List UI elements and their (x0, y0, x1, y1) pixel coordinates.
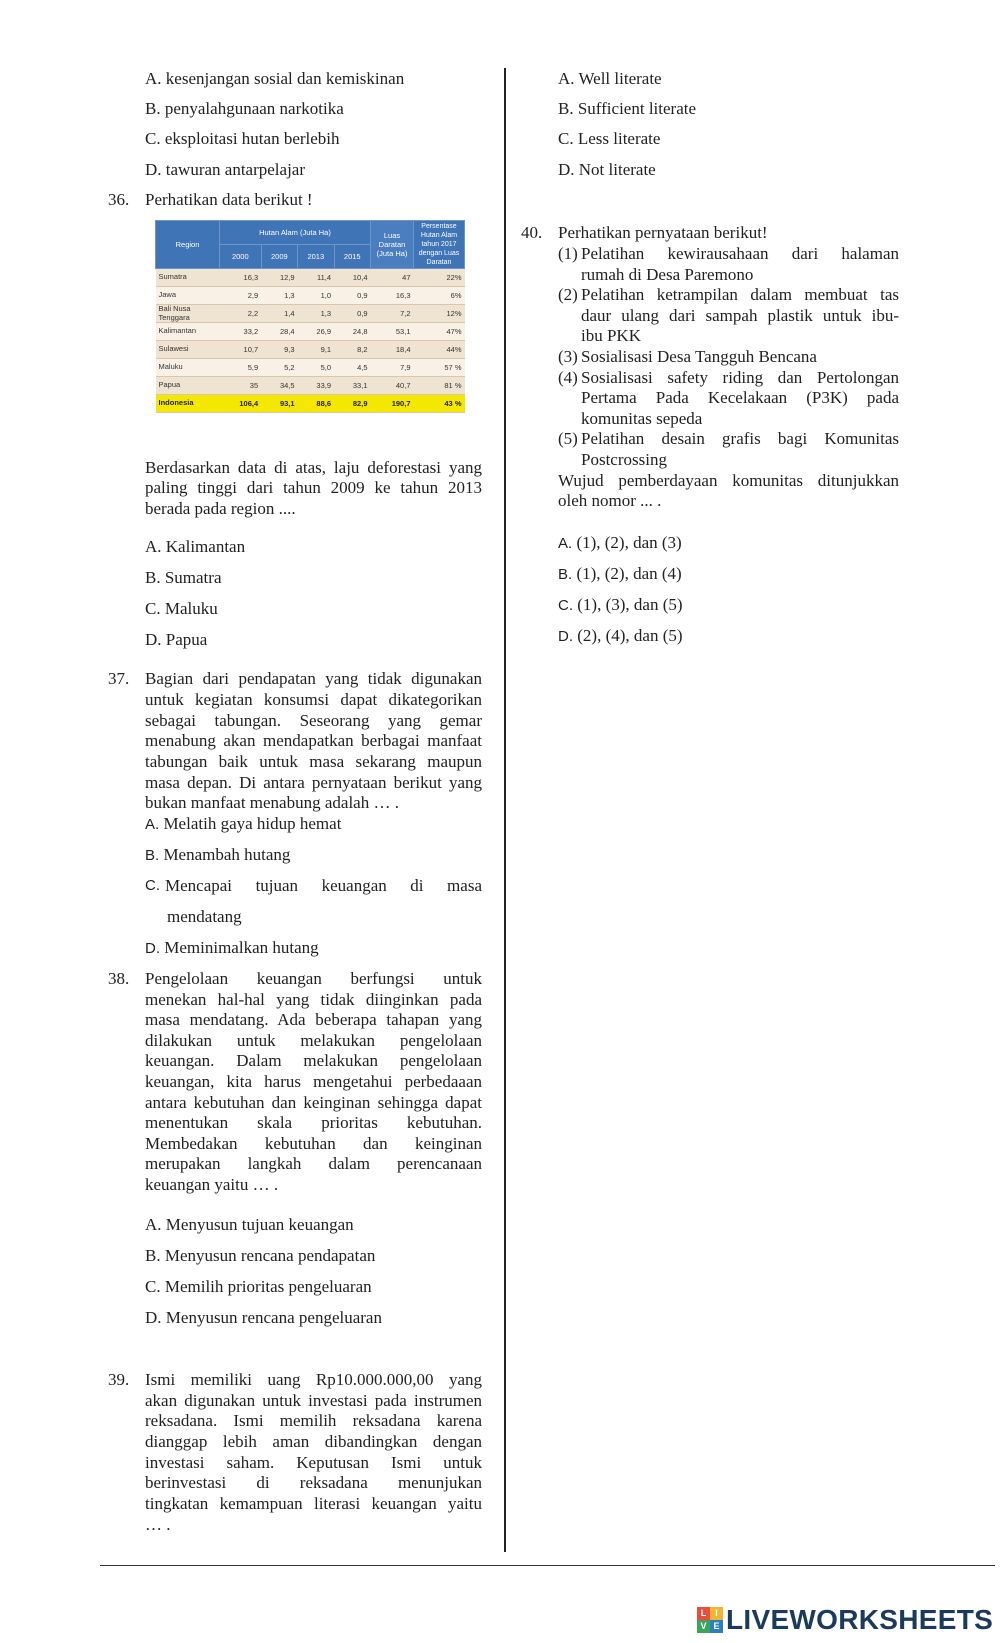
cell-persen: 22% (414, 269, 465, 287)
cell-luas: 16,3 (371, 287, 414, 305)
option-letter: A. (145, 816, 160, 833)
q39-text-line: … . (145, 1515, 171, 1534)
cell-2000: 10,7 (220, 341, 262, 359)
cell-2015: 24,8 (334, 323, 370, 341)
q40-option-c[interactable] (558, 595, 683, 616)
q39-number: 39. (108, 1370, 130, 1389)
option-letter: B. (145, 847, 160, 864)
q38-text-line: antara kebutuhan dan keinginan sehingga dapat (145, 1093, 482, 1112)
deforestation-table (155, 220, 465, 455)
q40-statement-line: rumah di Desa Paremono (581, 265, 754, 284)
header-year-2013: 2013 (298, 245, 334, 269)
cell-region: Sulawesi (156, 341, 220, 359)
q40-number: 40. (521, 223, 543, 242)
cell-luas: 190,7 (371, 395, 414, 413)
logo-mark-cell: E (710, 1620, 723, 1633)
cell-region: Papua (156, 377, 220, 395)
table-row (156, 287, 465, 305)
q40-statement-line: ibu PKK (581, 326, 641, 345)
q38-option-b[interactable]: B. Menyusun rencana pendapatan (145, 1246, 376, 1265)
q35-option-a[interactable]: A. kesenjangan sosial dan kemiskinan (145, 69, 405, 88)
table-row (156, 359, 465, 377)
option-letter: B. (558, 566, 573, 583)
table-row (156, 323, 465, 341)
cell-2009: 1,4 (261, 305, 297, 323)
q38-number: 38. (108, 969, 130, 988)
cell-2000: 16,3 (220, 269, 262, 287)
logo-mark-cell: L (697, 1607, 710, 1620)
q39-option-d[interactable]: D. Not literate (558, 160, 656, 179)
q39-text-line: dianggap lebih aman dibandingkan dengan (145, 1432, 482, 1451)
cell-2013: 1,3 (298, 305, 334, 323)
q40-statement-line: Postcrossing (581, 450, 667, 469)
cell-2015: 4,5 (334, 359, 370, 377)
cell-2000: 5,9 (220, 359, 262, 377)
cell-2013: 11,4 (298, 269, 334, 287)
q37-text-line: untuk kegiatan konsumsi dapat dikategorikan (145, 690, 482, 709)
q40-statement-num: (4) (558, 368, 578, 387)
cell-2013: 5,0 (298, 359, 334, 377)
cell-luas: 18,4 (371, 341, 414, 359)
cell-luas: 7,2 (371, 305, 414, 323)
q38-text-line: keuangan. Dalam melakukan pengelolaan (145, 1051, 482, 1070)
cell-2000: 35 (220, 377, 262, 395)
q37-number: 37. (108, 669, 130, 688)
header-hutan: Hutan Alam (Juta Ha) (220, 221, 371, 245)
q39-text-line: tingkatan kemampuan literasi keuangan yaitu (145, 1494, 482, 1513)
header-persen: Persentase Hutan Alam tahun 2017 dengan Luas Daratan (414, 221, 465, 269)
cell-2009: 93,1 (261, 395, 297, 413)
cell-2009: 34,5 (261, 377, 297, 395)
cell-2013: 1,0 (298, 287, 334, 305)
q37-option-c[interactable] (145, 876, 482, 896)
cell-2015: 8,2 (334, 341, 370, 359)
table-row (156, 305, 465, 323)
q36-number: 36. (108, 190, 130, 209)
q38-text-line: merupakan langkah dalam perencanaan (145, 1154, 482, 1173)
cell-region: Indonesia (156, 395, 220, 413)
cell-region: Bali Nusa Tenggara (156, 305, 220, 323)
cell-persen: 12% (414, 305, 465, 323)
cell-2009: 12,9 (261, 269, 297, 287)
q38-text-line: keuangan yaitu … . (145, 1175, 279, 1194)
cell-2013: 33,9 (298, 377, 334, 395)
q40-statement-num: (5) (558, 429, 578, 448)
option-letter: D. (558, 628, 573, 645)
q40-statement-line: Sosialisasi safety riding dan Pertolongan (581, 368, 899, 387)
q40-statement-line: daur ulang dari sampah plastik untuk ibu- (581, 306, 899, 325)
cell-region: Jawa (156, 287, 220, 305)
q38-text-line: menentukan skala prioritas kebutuhan. (145, 1113, 482, 1132)
q37-text-line: Bagian dari pendapatan yang tidak digunakan (145, 669, 482, 688)
option-text: Meminimalkan hutang (164, 938, 319, 957)
option-letter: A. (558, 535, 573, 552)
cell-2013: 88,6 (298, 395, 334, 413)
logo-mark-cell: V (697, 1620, 710, 1633)
q38-text-line: keuangan, kita harus mengetahui perbedaaan (145, 1072, 482, 1091)
option-text: (1), (2), dan (3) (576, 533, 682, 552)
q40-statement-line: komunitas sepeda (581, 409, 703, 428)
q40-statement-num: (3) (558, 347, 578, 366)
cell-persen: 81 % (414, 377, 465, 395)
q37-text-line: menabung akan mendapatkan berbagai manfaat (145, 731, 482, 750)
q40-statement-line: Pelatihan ketrampilan dalam membuat tas (581, 285, 899, 304)
q40-statement-line: Pelatihan kewirausahaan dari halaman (581, 244, 899, 263)
q40-question-line: oleh nomor ... . (558, 491, 662, 510)
cell-persen: 6% (414, 287, 465, 305)
logo-text: LIVEWORKSHEETS (726, 1604, 994, 1635)
cell-2015: 82,9 (334, 395, 370, 413)
q38-option-d[interactable]: D. Menyusun rencana pengeluaran (145, 1308, 382, 1327)
cell-2009: 5,2 (261, 359, 297, 377)
cell-2015: 33,1 (334, 377, 370, 395)
q40-statement-line: Pertama Pada Kecelakaan (P3K) pada (581, 388, 899, 407)
q39-option-c[interactable]: C. Less literate (558, 129, 661, 148)
q37-text-line: bukan manfaat menabung adalah … . (145, 793, 399, 812)
cell-region: Kalimantan (156, 323, 220, 341)
option-text: (1), (2), dan (4) (576, 564, 682, 583)
q38-text-line: dilakukan untuk melakukan pengelolaan (145, 1031, 482, 1050)
q36-question-line: berada pada region .... (145, 499, 296, 518)
cell-2013: 26,9 (298, 323, 334, 341)
cell-2009: 1,3 (261, 287, 297, 305)
q35-option-d[interactable]: D. tawuran antarpelajar (145, 160, 305, 179)
cell-region: Sumatra (156, 269, 220, 287)
option-letter: C. (558, 597, 573, 614)
option-letter: C. (145, 877, 160, 894)
cell-luas: 47 (371, 269, 414, 287)
q38-text-line: masa mendatang. Ada beberapa tahapan yang (145, 1010, 482, 1029)
q37-text-line: tabungan baik untuk masa sekarang maupun (145, 752, 482, 771)
q35-option-b[interactable]: B. penyalahgunaan narkotika (145, 99, 344, 118)
q38-text-line: Membedakan kebutuhan dan keinginan (145, 1134, 482, 1153)
header-year-2015: 2015 (334, 245, 370, 269)
q40-statement-num: (1) (558, 244, 578, 263)
cell-2015: 0,9 (334, 287, 370, 305)
q37-text-line: sebagai tabungan. Seseorang yang gemar (145, 711, 482, 730)
cell-2009: 28,4 (261, 323, 297, 341)
q36-option-a[interactable]: A. Kalimantan (145, 537, 246, 556)
q39-option-a[interactable]: A. Well literate (558, 69, 662, 88)
q36-option-c[interactable]: C. Maluku (145, 599, 218, 618)
option-letter: D. (145, 940, 160, 957)
column-divider (504, 68, 506, 1552)
q38-text-line: Pengelolaan keuangan berfungsi untuk (145, 969, 482, 988)
q40-prompt: Perhatikan pernyataan berikut! (558, 223, 768, 242)
cell-2015: 0,9 (334, 305, 370, 323)
table-row (156, 377, 465, 395)
q37-option-b[interactable] (145, 845, 290, 866)
q39-text-line: investasi saham. Keputusan Ismi untuk (145, 1453, 482, 1472)
cell-2000: 106,4 (220, 395, 262, 413)
table-row-total (156, 395, 465, 413)
q38-option-a[interactable]: A. Menyusun tujuan keuangan (145, 1215, 354, 1234)
header-year-2009: 2009 (261, 245, 297, 269)
page-bottom-rule (100, 1565, 995, 1566)
q40-statement-num: (2) (558, 285, 578, 304)
q40-option-a[interactable] (558, 533, 682, 554)
q36-prompt: Perhatikan data berikut ! (145, 190, 313, 209)
q37-option-d[interactable] (145, 938, 319, 959)
cell-2000: 2,2 (220, 305, 262, 323)
q37-option-a[interactable] (145, 814, 341, 835)
q40-question-line: Wujud pemberdayaan komunitas ditunjukkan (558, 471, 899, 490)
cell-2000: 33,2 (220, 323, 262, 341)
q40-option-d[interactable] (558, 626, 683, 647)
q39-text-line: reksadana. Ismi memilih reksadana karena (145, 1411, 482, 1430)
q40-statement-line: Pelatihan desain grafis bagi Komunitas (581, 429, 899, 448)
cell-persen: 43 % (414, 395, 465, 413)
cell-region: Maluku (156, 359, 220, 377)
q36-option-d[interactable]: D. Papua (145, 630, 208, 649)
q38-option-c[interactable]: C. Memilih prioritas pengeluaran (145, 1277, 372, 1296)
q36-question-line: Berdasarkan data di atas, laju deforestasi yang (145, 458, 482, 477)
option-text: Menambah hutang (163, 845, 291, 864)
cell-luas: 40,7 (371, 377, 414, 395)
cell-2015: 10,4 (334, 269, 370, 287)
cell-2009: 9,3 (261, 341, 297, 359)
header-year-2000: 2000 (220, 245, 262, 269)
q40-statement-line: Sosialisasi Desa Tangguh Bencana (581, 347, 817, 366)
q38-text-line: menekan hal-hal yang tidak diinginkan pada (145, 990, 482, 1009)
q37-text-line: masa depan. Di antara pernyataan berikut yang (145, 773, 482, 792)
cell-persen: 47% (414, 323, 465, 341)
option-text: Mencapai tujuan keuangan di masa (165, 876, 482, 895)
cell-2013: 9,1 (298, 341, 334, 359)
q39-text-line: akan digunakan untuk investasi pada instrumen (145, 1391, 482, 1410)
table-row (156, 341, 465, 359)
q39-option-b[interactable]: B. Sufficient literate (558, 99, 697, 118)
q35-option-c[interactable]: C. eksploitasi hutan berlebih (145, 129, 340, 148)
cell-luas: 53,1 (371, 323, 414, 341)
cell-luas: 7,9 (371, 359, 414, 377)
logo-mark-icon (697, 1607, 723, 1633)
q39-text-line: berinvestasi di reksadana menunjukan (145, 1473, 482, 1492)
q39-text-line: Ismi memiliki uang Rp10.000.000,00 yang (145, 1370, 482, 1389)
cell-2000: 2,9 (220, 287, 262, 305)
cell-persen: 57 % (414, 359, 465, 377)
q36-option-b[interactable]: B. Sumatra (145, 568, 222, 587)
table-row (156, 269, 465, 287)
liveworksheets-logo (697, 1604, 993, 1636)
cell-persen: 44% (414, 341, 465, 359)
header-region: Region (156, 221, 220, 269)
q36-question-line: paling tinggi dari tahun 2009 ke tahun 2013 (145, 478, 482, 497)
header-luas: Luas Daratan (Juta Ha) (371, 221, 414, 269)
q37-option-c-cont: mendatang (167, 907, 242, 926)
option-text: (2), (4), dan (5) (577, 626, 683, 645)
option-text: (1), (3), dan (5) (577, 595, 683, 614)
option-text: Melatih gaya hidup hemat (163, 814, 342, 833)
q40-option-b[interactable] (558, 564, 682, 585)
logo-mark-cell: I (710, 1607, 723, 1620)
